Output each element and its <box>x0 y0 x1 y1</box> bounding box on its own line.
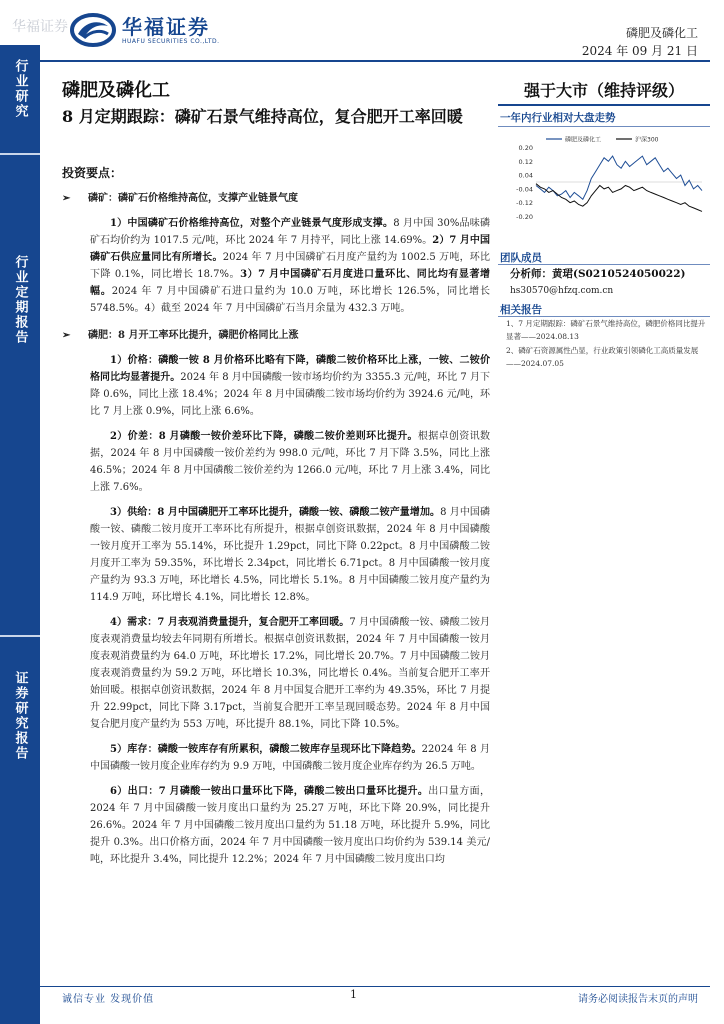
bold-lead: 5）库存：磷酸一铵库存有所累积，磷酸二铵库存呈现环比下降趋势。 <box>110 744 422 755</box>
y-tick-label: -0.04 <box>516 185 533 194</box>
header-rule <box>40 60 710 62</box>
paragraph-demand <box>90 614 490 733</box>
relative-performance-chart <box>506 134 706 226</box>
paragraph-text: 出口量方面，2024 年 7 月中国磷酸一铵月度出口量约为 25.27 万吨，环比下降 20.9%，同比提升 26.6%。2024 年 7 月中国磷酸二铵月度出口量约为 51.18 万吨，环比提升 5.9%，同比提升 0.3%。出口价格方面，2024 年 7 月中国磷酸一铵月度出口均价约为 539.14 美元/吨，环比提升 3.4%，同比提升 12.2%；2024 年 7 月中国磷酸二铵月度出口均 <box>90 786 490 865</box>
paragraph-rock <box>90 215 490 317</box>
section-title: 磷肥：8 月开工率环比提升，磷肥价格同比上涨 <box>88 330 299 341</box>
sidebar-divider <box>0 635 40 637</box>
bold-lead: 2）7 月中国磷矿石供应量同比有所增长。 <box>90 235 490 263</box>
y-tick-label: 0.20 <box>518 143 533 152</box>
chart-heading: 一年内行业相对大盘走势 <box>500 112 616 124</box>
y-tick-label: 0.12 <box>518 157 533 166</box>
paragraph-inventory <box>90 741 490 775</box>
bold-lead: 4）需求：7 月表观消费量提升，复合肥开工率回暖。 <box>110 617 350 628</box>
footer-slogan: 诚信专业 发现价值 <box>62 994 155 1005</box>
team-heading: 团队成员 <box>500 252 542 264</box>
section-heading-phosphate-rock <box>62 190 490 207</box>
paragraph-price <box>90 352 490 420</box>
related-heading: 相关报告 <box>500 304 542 316</box>
legend-label: 磷肥及磷化工 <box>565 136 602 144</box>
sidebar-label-periodic-report: 行业定期报告 <box>12 255 28 345</box>
related-heading-rule <box>498 316 710 317</box>
huafu-logo-icon <box>70 12 116 48</box>
paragraph-spread <box>90 428 490 496</box>
page-number: 1 <box>350 988 357 1001</box>
analyst-block <box>510 266 686 300</box>
sidebar-block-mid <box>0 255 40 345</box>
sector-title: 磷肥及磷化工 <box>62 80 170 101</box>
rating: 强于大市（维持评级） <box>523 81 684 100</box>
company-logo <box>70 12 220 48</box>
sidebar-label-securities-report: 证券研究报告 <box>12 671 28 761</box>
chart-heading-rule <box>498 126 710 127</box>
header-date: 2024 年 09 月 21 日 <box>581 44 698 58</box>
legend-label: 沪深300 <box>635 136 659 144</box>
paragraph-text: 2024 年 7 月中国磷矿石月度产量约为 1002.5 万吨，环比下降 0.1%，同比增长 18.7%。 <box>90 252 491 280</box>
series-line <box>536 184 702 212</box>
bold-lead: 3）7 月中国磷矿石月度进口量环比、同比均有显著增幅。 <box>90 269 491 297</box>
footer-rule <box>40 986 710 987</box>
bold-lead: 3）供给：8 月中国磷肥开工率环比提升，磷酸一铵、磷酸二铵产量增加。 <box>110 507 441 518</box>
analyst-email[interactable]: hs30570@hfzq.com.cn <box>510 286 614 296</box>
footer-disclaimer: 请务必阅读报告末页的声明 <box>578 994 698 1005</box>
invest-heading: 投资要点： <box>62 166 123 180</box>
y-tick-label: -0.20 <box>516 213 533 222</box>
bold-lead: 1）价格：磷酸一铵 8 月价格环比略有下降，磷酸二铵价格环比上涨，一铵、二铵价格同比均显著提升。 <box>90 355 490 383</box>
rating-rule <box>498 104 710 106</box>
header-sector: 磷肥及磷化工 <box>625 26 698 40</box>
report-title: 8 月定期跟踪：磷矿石景气维持高位，复合肥开工率回暖 <box>62 107 463 126</box>
sidebar-label-industry-research: 行业研究 <box>12 59 28 119</box>
sidebar-block-bottom <box>0 671 40 761</box>
report-body <box>62 190 490 876</box>
section-heading-fertilizer <box>62 327 490 344</box>
y-tick-label: 0.04 <box>518 171 533 180</box>
section-title: 磷矿：磷矿石价格维持高位，支撑产业链景气度 <box>88 193 298 204</box>
bold-lead: 1）中国磷矿石价格维持高位，对整个产业链景气度形成支撑。 <box>110 218 394 229</box>
watermark: 华福证券 <box>12 19 68 35</box>
paragraph-text: 8 月中国磷酸一铵、磷酸二铵月度开工率环比有所提升，根据卓创资讯数据，2024 年 8 月中国磷酸一铵月度开工率为 55.14%，环比提升 1.29pct，同比下降 0.22pct。8 月中国磷酸二铵月度开工率为 59.35%，环比增长 2.34pct，同比增长 6.71pct。8 月中国磷酸一铵月度产量约为 93.3 万吨，环比增长 4.5%，同比增长 5.1%。8 月中国磷酸二铵月度产量约为 114.9 万吨，环比增长 4.1%，同比增长 12.8%。 <box>90 507 490 603</box>
chart-svg <box>506 134 706 226</box>
analyst-label: 分析师： <box>510 268 552 280</box>
related-reports <box>506 318 710 370</box>
arrow-bullet-icon: ➢ <box>62 330 71 341</box>
sidebar-block-top <box>0 59 40 119</box>
paragraph-text: 8 月中国 30%品味磷矿石均价约为 1017.5 元/吨，环比 2024 年 7 月持平，同比上涨 14.69%。 <box>90 218 490 246</box>
y-tick-label: -0.12 <box>516 199 533 208</box>
team-heading-rule <box>498 264 710 265</box>
bold-lead: 2）价差：8 月磷酸一铵价差环比下降，磷酸二铵价差则环比提升。 <box>110 431 418 442</box>
arrow-bullet-icon: ➢ <box>62 193 71 204</box>
left-sidebar <box>0 45 40 1024</box>
paragraph-text: 2024 年 8 月中国磷酸一铵市场均价约为 3355.3 元/吨，环比 7 月下降 0.6%，同比上涨 18.4%；2024 年 8 月中国磷酸二铵市场均价约为 3924.6 元/吨，环比 7 月上涨 0.9%，同比上涨 6.6%。 <box>90 372 490 417</box>
paragraph-supply <box>90 504 490 606</box>
logo-name-cn: 华福证券 <box>122 14 210 39</box>
analyst-name: 黄珺(S0210524050022) <box>552 268 686 280</box>
series-line <box>536 156 702 199</box>
related-report-item[interactable]: 2、磷矿石资源属性凸显，行业政策引领磷化工高质量发展——2024.07.05 <box>506 346 699 368</box>
paragraph-text: 22024 年 8 月中国磷酸一铵月度企业库存约为 9.9 万吨，中国磷酸二铵月度企业库存约为 26.5 万吨。 <box>90 744 490 772</box>
related-report-item[interactable]: 1、7 月定期跟踪：磷矿石景气维持高位，磷肥价格同比提升显著——2024.08.13 <box>506 319 706 341</box>
paragraph-text: 2024 年 7 月中国磷矿石进口量约为 10.0 万吨，环比增长 126.5%，同比增长 5748.5%。4）截至 2024 年 7 月中国磷矿石当月余量为 432.3 万吨。 <box>90 286 490 314</box>
paragraph-export <box>90 783 490 868</box>
sidebar-divider <box>0 153 40 155</box>
bold-lead: 6）出口：7 月磷酸一铵出口量环比下降，磷酸二铵出口量环比提升。 <box>110 786 429 797</box>
paragraph-text: 根据卓创资讯数据，2024 年 8 月中国磷酸一铵价差约为 998.0 元/吨，环比 7 月下降 3.5%，同比上涨 46.5%；2024 年 8 月中国磷酸二铵价差约为 1266.0 元/吨，环比 7 月上涨 3.4%，同比上涨 7.6%。 <box>90 431 491 493</box>
paragraph-text: 7 月中国磷酸一铵、磷酸二铵月度表观消费量均较去年同期有所增长。根据卓创资讯数据，2024 年 7 月中国磷酸一铵月度表观消费量约为 64.0 万吨，环比增长 17.2%，同比增长 20.7%。7 月中国磷酸二铵月度表观消费量约为 59.2 万吨，环比增长 10.3%，同比增长 0.4%。当前复合肥开工率开始回暖。根据卓创资讯数据，2024 年 8 月中国复合肥开工率约为 49.35%，环比 7 月提升 22.99pct，同比下降 3.17pct，当前复合肥开工率呈现回暖态势。2024 年 8 月中国复合肥月度产量约为 553 万吨，环比提升 88.1%，同比下降 10.5%。 <box>90 617 490 730</box>
logo-name-en: HUAFU SECURITIES CO.,LTD. <box>122 37 220 45</box>
